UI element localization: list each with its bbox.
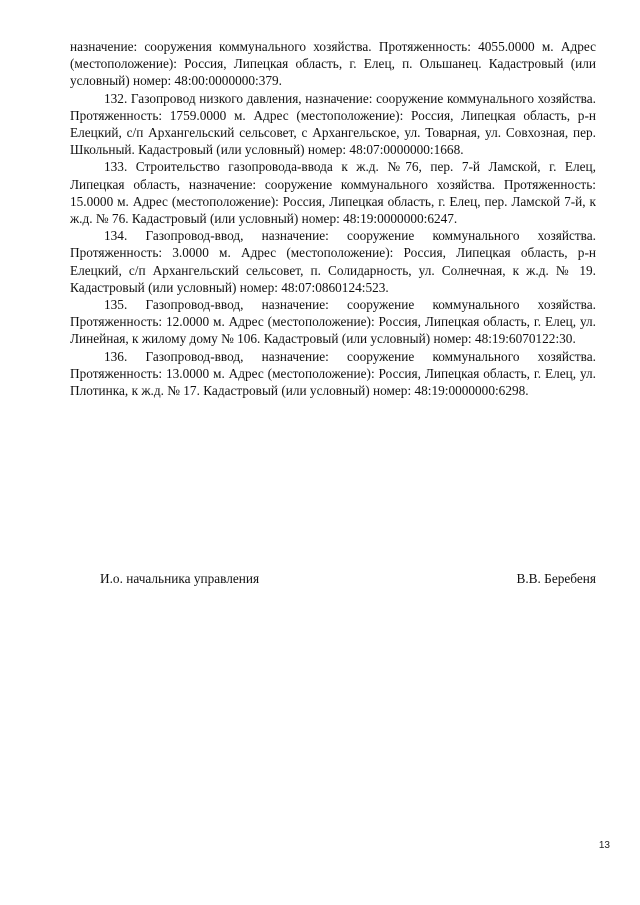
paragraph-item-135: 135. Газопровод-ввод, назначение: сооружение коммунального хозяйства. Протяженность: 12.0000 м. Адрес (местоположение): Россия, Липецкая область, г. Елец, ул. Линейная, к жилому дому № 106. Кадастровый (или условный) номер: 48:19:6070122:30. bbox=[70, 297, 596, 347]
paragraph-item-132: 132. Газопровод низкого давления, назначение: сооружение коммунального хозяйства. Протяженность: 1759.0000 м. Адрес (местоположение): Россия, Липецкая область, р-н Елецкий, с/п Архангельский сельсовет, с Архангельское, ул. Товарная, ул. Совхозная, пер. Школьный. Кадастровый (или условный) номер: 48:07:0000000:1668. bbox=[70, 90, 596, 158]
signatory-name: В.В. Беребеня bbox=[516, 571, 596, 586]
paragraph-item-134: 134. Газопровод-ввод, назначение: сооружение коммунального хозяйства. Протяженность: 3.0000 м. Адрес (местоположение): Россия, Липецкая область, р-н Елецкий, с/п Архангельский сельсовет, п. Солидарность, ул. Солнечная, к ж.д. № 19. Кадастровый (или условный) номер: 48:07:0860124:523. bbox=[70, 228, 596, 295]
paragraph-continuation: назначение: сооружения коммунального хозяйства. Протяженность: 4055.0000 м. Адрес (местоположение): Россия, Липецкая область, г. Елец, п. Ольшанец. Кадастровый (или условный) номер: 48:00:0000000:379. bbox=[70, 39, 596, 89]
document-body bbox=[70, 38, 596, 399]
paragraph-item-136: 136. Газопровод-ввод, назначение: сооружение коммунального хозяйства. Протяженность: 13.0000 м. Адрес (местоположение): Россия, Липецкая область, г. Елец, ул. Плотинка, к ж.д. № 17. Кадастровый (или условный) номер: 48:19:0000000:6298. bbox=[70, 348, 596, 399]
page-number: 13 bbox=[598, 840, 610, 851]
signature-block bbox=[100, 570, 596, 587]
signatory-position: И.о. начальника управления bbox=[100, 571, 260, 586]
paragraph-item-133: 133. Строительство газопровода-ввода к ж.д. №76, пер. 7-й Ламской, г. Елец, Липецкая область, назначение: сооружение коммунального хозяйства. Протяженность: 15.0000 м. Адрес (местоположение): Россия, Липецкая область, г. Елец, пер. Ламской 7-й, к ж.д. № 76. Кадастровый (или условный) номер: 48:19:0000000:6247. bbox=[70, 159, 596, 227]
